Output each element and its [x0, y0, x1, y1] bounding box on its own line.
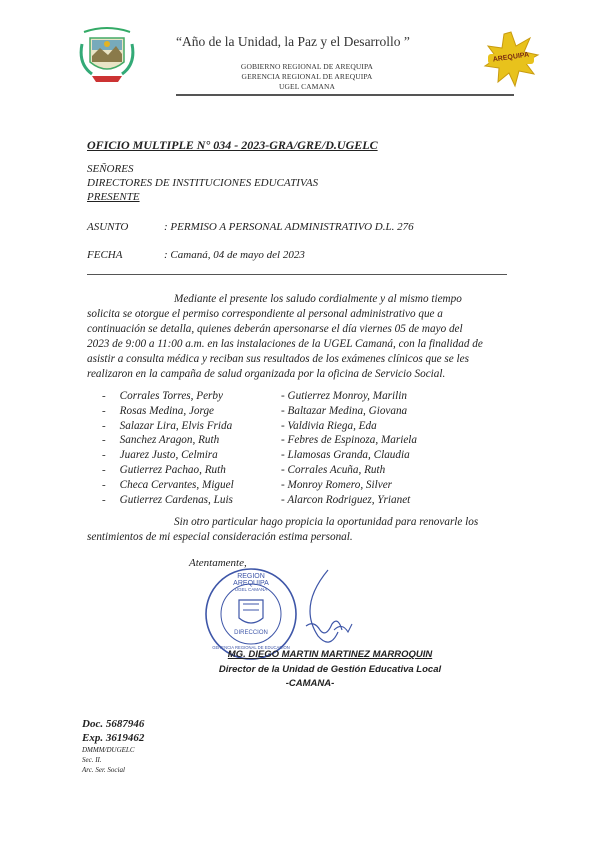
stamp-text-direccion: DIRECCION [234, 630, 268, 636]
footer-ref-initials: DMMM/DUGELC [82, 746, 135, 754]
fecha-value: : Camaná, 04 de mayo del 2023 [164, 249, 305, 261]
staff-name: Juarez Justo, Celmira [119, 449, 218, 462]
org-line-1: GOBIERNO REGIONAL DE AREQUIPA [240, 62, 374, 71]
addressee-line-3: PRESENTE [87, 191, 140, 203]
org-line-3: UGEL CAMANA [278, 82, 336, 91]
header-divider [176, 94, 514, 96]
staff-name: - Alarcon Rodriguez, Yrianet [281, 493, 411, 506]
body-line: realizaron en la campaña de salud organizada por la oficina de Servicio Social. [87, 367, 446, 380]
staff-name: Gutierrez Pachao, Ruth [119, 463, 226, 476]
arequipa-sun-logo [482, 30, 540, 88]
stamp-text-ugel: UGEL CAMANA [234, 587, 268, 592]
closing-line: sentimientos de mi especial consideración estima personal. [87, 530, 353, 543]
body-line: asistir a consulta médica y reciban sus resultados de los exámenes clínicos que se les [87, 352, 469, 365]
atentamente: Atentamente, [189, 557, 247, 569]
footer-ref-sec: Sec. II. [82, 756, 102, 764]
closing-paragraph [87, 515, 509, 545]
staff-name: - Llamosas Granda, Claudia [281, 449, 410, 462]
staff-list [102, 389, 234, 507]
arequipa-logo-text: AREQUIPA [492, 51, 530, 64]
staff-name: Corrales Torres, Perby [119, 390, 223, 402]
list-item: - Checa Cervantes, Miguel [102, 478, 234, 491]
staff-name: - Monroy Romero, Silver [281, 478, 393, 491]
section-divider [87, 274, 507, 275]
fecha-label: FECHA [87, 249, 123, 261]
addressee-line-2: DIRECTORES DE INSTITUCIONES EDUCATIVAS [87, 177, 319, 189]
body-line: solicita se otorgue el permiso correspondiente al personal administrativo que a [87, 307, 443, 320]
list-item: - Juarez Justo, Celmira [102, 449, 218, 462]
doc-reference: Doc. 5687946 [82, 718, 145, 730]
body-line: Mediante el presente los saludo cordialmente y al mismo tiempo [174, 293, 462, 305]
body-line: 2023 de 9:00 a 11:00 a.m. en las instalaciones de la UGEL Camaná, con la finalidad de [87, 337, 483, 350]
asunto-label: ASUNTO [87, 221, 129, 233]
staff-name: Salazar Lira, Elvis Frida [119, 419, 233, 432]
coat-of-arms-logo [78, 24, 136, 84]
staff-name: - Gutierrez Monroy, Marilin [281, 390, 407, 402]
stamp-text-region: REGION AREQUIPA [233, 573, 269, 587]
list-item: - Gutierrez Cardenas, Luis [102, 493, 233, 506]
body-paragraph [87, 292, 509, 381]
footer-ref-archive: Arc. Ser. Social [82, 766, 125, 774]
staff-name: Sanchez Aragon, Ruth [119, 434, 220, 447]
staff-name: Checa Cervantes, Miguel [119, 478, 234, 491]
signer-title: Director de la Unidad de Gestión Educativa Local [218, 664, 442, 675]
signer-place: -CAMANA- [285, 678, 335, 689]
document-title: OFICIO MULTIPLE N° 034 - 2023-GRA/GRE/D.UGELC [87, 138, 378, 152]
asunto-value: : PERMISO A PERSONAL ADMINISTRATIVO D.L. 276 [164, 221, 414, 233]
org-line-2: GERENCIA REGIONAL DE AREQUIPA [241, 72, 373, 81]
signer-name: MG. DIEGO MARTIN MARTINEZ MARROQUIN [227, 649, 433, 660]
list-item: - Rosas Medina, Jorge [102, 404, 215, 417]
year-slogan: “Año de la Unidad, la Paz y el Desarrollo ” [176, 34, 410, 49]
body-line: continuación se detalla, quienes deberán apersonarse el día viernes 05 de mayo del [87, 322, 463, 335]
closing-line: Sin otro particular hago propicia la oportunidad para renovarle los [174, 516, 479, 528]
list-item: - Sanchez Aragon, Ruth [102, 434, 220, 447]
staff-list-right [281, 389, 417, 507]
list-item: - Corrales Torres, Perby [102, 390, 223, 402]
list-item: - Gutierrez Pachao, Ruth [102, 463, 226, 476]
staff-name: Gutierrez Cardenas, Luis [119, 493, 233, 506]
handwritten-signature [268, 566, 368, 658]
stamp-text-gerencia: GERENCIA REGIONAL DE EDUCACION [212, 645, 290, 650]
staff-name: - Valdivia Riega, Eda [281, 419, 377, 432]
exp-reference: Exp. 3619462 [82, 732, 145, 744]
staff-name: - Baltazar Medina, Giovana [281, 404, 408, 417]
staff-name: - Febres de Espinoza, Mariela [281, 434, 417, 447]
list-item: - Salazar Lira, Elvis Frida [102, 419, 233, 432]
staff-name: - Corrales Acuña, Ruth [281, 463, 386, 476]
addressee-line-1: SEÑORES [87, 163, 134, 175]
staff-name: Rosas Medina, Jorge [119, 404, 215, 417]
